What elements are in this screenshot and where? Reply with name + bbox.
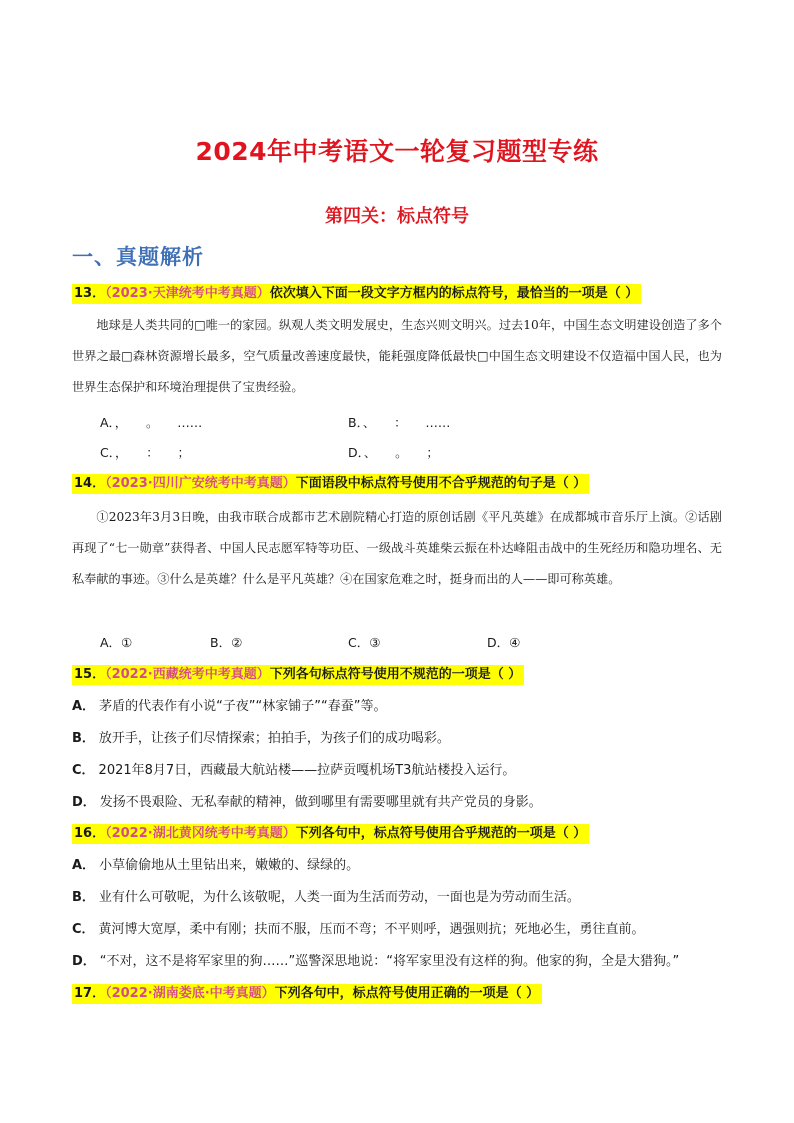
question-stem: 下列各句标点符号使用不规范的一项是（ ） [269,667,522,682]
question-15-option-c: C． 2021年8月7日，西藏最大航站楼——拉萨贡嘎机场T3航站楼投入运行。 [72,763,516,778]
question-source: （2023·天津统考中考真题） [105,286,270,301]
question-15-header [72,665,524,685]
question-16-option-b: B． 业有什么可敬呢，为什么该敬呢，人类一面为生活而劳动，一面也是为劳动而生活。 [72,890,580,905]
question-15-option-d: D． 发扬不畏艰险、无私奉献的精神，做到哪里有需要哪里就有共产党员的身影。 [72,795,542,810]
question-13-header [72,284,641,304]
question-stem: 下面语段中标点符号使用不合乎规范的句子是（ ） [295,476,587,491]
question-15-option-b: B． 放开手，让孩子们尽情探索；拍拍手，为孩子们的成功喝彩。 [72,731,450,746]
question-14-option-c: C．③ [348,635,381,650]
question-13-passage: 地球是人类共同的□唯一的家园。纵观人类文明发展史，生态兴则文明兴。过去10年，中国生态文明建设创造了多个世界之最□森林资源增长最多，空气质量改善速度最快，能耗强度降低最快□中国生态文明建设不仅造福中国人民，也为世界生态保护和环境治理提供了宝贵经验。 [72,318,722,394]
question-number: 13． [74,286,106,301]
question-number: 14． [74,476,106,491]
question-16-header [72,824,589,844]
question-source: （2022·湖北黄冈统考中考真题） [105,826,296,841]
question-14-option-b: B．② [210,635,243,650]
question-source: （2023·四川广安统考中考真题） [105,476,296,491]
question-stem: 依次填入下面一段文字方框内的标点符号，最恰当的一项是（ ） [269,286,639,301]
question-14-option-d: D．④ [487,635,521,650]
document-subtitle: 第四关：标点符号 [325,206,469,227]
question-stem: 下列各句中，标点符号使用正确的一项是（ ） [274,986,540,1001]
question-16-option-d: D． “不对，这不是将军家里的狗……”巡警深思地说：“将军家里没有这样的狗。他家的狗，全是大猎狗。” [72,954,680,969]
question-stem: 下列各句中，标点符号使用合乎规范的一项是（ ） [295,826,587,841]
question-14-header [72,474,589,494]
section-heading: 一、真题解析 [72,245,204,269]
question-14-passage: ①2023年3月3日晚，由我市联合成都市艺术剧院精心打造的原创话剧《平凡英雄》在成都城市音乐厅上演。②话剧再现了“七一勋章”获得者、中国人民志愿军特等功臣、一级战斗英雄柴云振在朴达峰阻击战中的生死经历和隐功埋名、无私奉献的事迹。③什么是英雄？什么是平凡英雄？④在国家危难之时，挺身而出的人——即可称英雄。 [72,510,722,586]
question-number: 17． [74,986,106,1001]
question-number: 15． [74,667,106,682]
question-15-option-a: A． 茅盾的代表作有小说“子夜”“林家铺子”“春蚕”等。 [72,699,387,714]
question-13-option-c: C．， ： ； [100,445,190,460]
question-13-option-a: A．， 。 …… [100,415,203,430]
question-17-header [72,984,542,1004]
question-14-option-a: A．① [100,635,133,650]
question-16-option-c: C． 黄河博大宽厚，柔中有刚；扶而不服，压而不弯；不平则呼，遇强则抗；死地必生，勇往直前。 [72,922,645,937]
question-13-option-b: B．、 ： …… [348,415,451,430]
question-number: 16． [74,826,106,841]
question-16-option-a: A． 小草偷偷地从土里钻出来，嫩嫩的、绿绿的。 [72,858,360,873]
document-title: 2024年中考语文一轮复习题型专练 [195,137,599,166]
question-13-option-d: D．、 。 ； [348,445,439,460]
question-source: （2022·湖南娄底·中考真题） [105,986,275,1001]
question-source: （2022·西藏统考中考真题） [105,667,270,682]
